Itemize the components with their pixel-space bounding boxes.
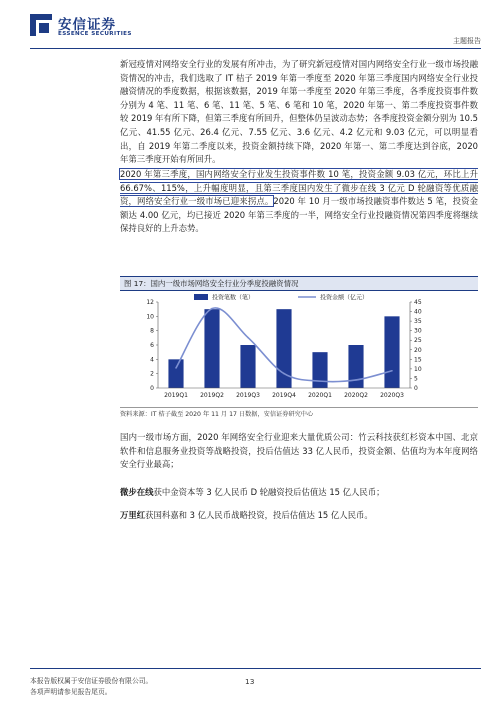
legend-line-label: 投资金额（亿元） bbox=[320, 294, 369, 302]
right-tick-label: 25 bbox=[414, 337, 422, 345]
x-tick-label: 2020Q3 bbox=[380, 392, 404, 399]
right-tick-label: 45 bbox=[414, 299, 422, 306]
left-tick-label: 12 bbox=[146, 299, 154, 306]
right-tick-label: 20 bbox=[414, 346, 422, 354]
chart-legend bbox=[194, 294, 368, 302]
header-divider bbox=[30, 48, 481, 49]
line-point-2019Q3 bbox=[247, 337, 249, 339]
line-point-2019Q4 bbox=[283, 373, 285, 375]
right-tick-label: 30 bbox=[414, 327, 422, 335]
right-tick-label: 40 bbox=[414, 308, 422, 316]
footer-divider bbox=[30, 668, 481, 669]
investment-chart bbox=[120, 292, 478, 406]
footer-disclaimer-line2: 各项声明请参见报告尾页。 bbox=[30, 688, 112, 696]
right-tick-label: 15 bbox=[414, 356, 422, 364]
bar-2019Q1 bbox=[168, 359, 183, 388]
x-tick-label: 2020Q2 bbox=[344, 392, 368, 399]
brand-name-cn: 安信证券 bbox=[58, 17, 116, 33]
highlighted-q3-text: 2020 年第三季度，国内网络安全行业发生投资事件数 10 笔，投资金额 9.03 亿元，环比上升 66.67%、115%，上升幅度明显，且第三季度国内发生了微步在线 3 亿元 D 轮融资等优质融资，网络安全行业一级市场已迎来拐点。 bbox=[120, 169, 478, 207]
bar-series bbox=[168, 309, 399, 388]
brand-name-en: ESSENCE SECURITIES bbox=[58, 31, 132, 37]
right-tick-label: 35 bbox=[414, 318, 422, 326]
paragraph-primary-market-text: 国内一级市场方面，2020 年网络安全行业迎来大量优质公司：竹云科技获红杉资本中国、北京软件和信息服务业投资等战略投资，投后估值达 33 亿人民币，投资金额、估值均为本年度网络安全行业最高； bbox=[120, 432, 478, 470]
x-tick-label: 2019Q2 bbox=[200, 392, 224, 399]
report-type-label: 主题报告 bbox=[453, 37, 481, 45]
line-point-2019Q1 bbox=[175, 367, 177, 369]
x-tick-label: 2019Q1 bbox=[164, 392, 188, 399]
page-number: 13 bbox=[245, 677, 255, 686]
x-axis bbox=[158, 388, 410, 399]
line-point-2020Q3 bbox=[391, 370, 393, 372]
line-point-2020Q1 bbox=[319, 380, 321, 382]
paragraph-threatbook bbox=[120, 486, 478, 500]
left-tick-label: 10 bbox=[146, 313, 154, 321]
paragraph-wanlihong bbox=[120, 509, 478, 523]
page-header bbox=[0, 0, 499, 50]
paragraph-q4-outlook: 2020 年 10 月一级市场投融资事件数达 5 笔，投资金额达 4.00 亿元，均已接近 2020 年第三季度的一半，网络安全行业投融资情况第四季度将继续保持良好的上升态势。 bbox=[120, 196, 479, 234]
line-point-2019Q2 bbox=[211, 308, 213, 310]
bar-2020Q2 bbox=[348, 345, 363, 388]
company-name-wanlihong: 万里红 bbox=[120, 510, 146, 520]
footer-disclaimer-line1: 本报告版权属于安信证券股份有限公司。 bbox=[30, 677, 153, 685]
bar-2020Q3 bbox=[384, 316, 399, 388]
right-tick-label: 5 bbox=[414, 375, 418, 383]
figure-title: 图 17：国内一级市场网络安全行业分季度投融资情况 bbox=[120, 276, 478, 291]
paragraph-primary-market bbox=[120, 431, 478, 472]
bar-2020Q1 bbox=[312, 352, 327, 388]
left-tick-label: 8 bbox=[150, 327, 154, 335]
left-tick-label: 6 bbox=[150, 342, 154, 349]
x-tick-label: 2019Q4 bbox=[272, 392, 296, 399]
paragraph-wanlihong-text: 获国科嘉和 3 亿人民币战略投资，投后估值达 15 亿人民币。 bbox=[145, 510, 373, 520]
bar-2019Q2 bbox=[204, 309, 219, 388]
left-axis bbox=[146, 299, 158, 392]
paragraph-threatbook-text: 获中金资本等 3 亿人民币 D 轮融资投后估值达 15 亿人民币； bbox=[153, 487, 385, 497]
company-name-threatbook: 微步在线 bbox=[120, 487, 154, 497]
figure-source: 资料来源：IT 桔子截至 2020 年 11 月 17 日数据，安信证券研究中心 bbox=[120, 407, 478, 418]
right-tick-label: 0 bbox=[414, 385, 418, 392]
right-axis bbox=[410, 299, 422, 392]
left-tick-label: 2 bbox=[150, 370, 154, 378]
left-tick-label: 0 bbox=[150, 385, 154, 392]
paragraph-q3-rebound bbox=[120, 168, 478, 236]
x-tick-label: 2020Q1 bbox=[308, 392, 332, 399]
legend-bar-label: 投资笔数（笔） bbox=[212, 294, 255, 302]
left-tick-label: 4 bbox=[150, 356, 154, 364]
legend-bar-swatch bbox=[194, 294, 208, 300]
x-tick-label: 2019Q3 bbox=[236, 392, 260, 399]
line-point-2020Q2 bbox=[355, 379, 357, 381]
right-tick-label: 10 bbox=[414, 365, 422, 373]
paragraph-investment-overview: 新冠疫情对网络安全行业的发展有所冲击，为了研究新冠疫情对国内网络安全行业一级市场投融资情况的冲击，我们选取了 IT 桔子 2019 年第一季度至 2020 年第三季度国内网络安全行业投融资情况的季度数据，根据该数据，2019 年第一季度至 2020 年第三季度，各季度投资事件数分别为 4 笔、11 笔、6 笔、11 笔、5 笔、6 笔和 10 笔，2020 年第一、第二季度投资事件数较 2019 年有所下降，但第三季度有所回升，但整体仍呈波动态势；各季度投资金额分别为 10.5 亿元、41.55 亿元、26.4 亿元、7.55 亿元、3.6 亿元、4.2 亿元和 9.03 亿元，可以明显看出，自 2019 年第二季度以来，投资金额持续下降，2020 年第一、第二季度达到谷底，2020 年第三季度开始有所回升。 bbox=[120, 59, 478, 165]
essence-logo-icon bbox=[30, 14, 52, 36]
bar-2019Q3 bbox=[240, 345, 255, 388]
